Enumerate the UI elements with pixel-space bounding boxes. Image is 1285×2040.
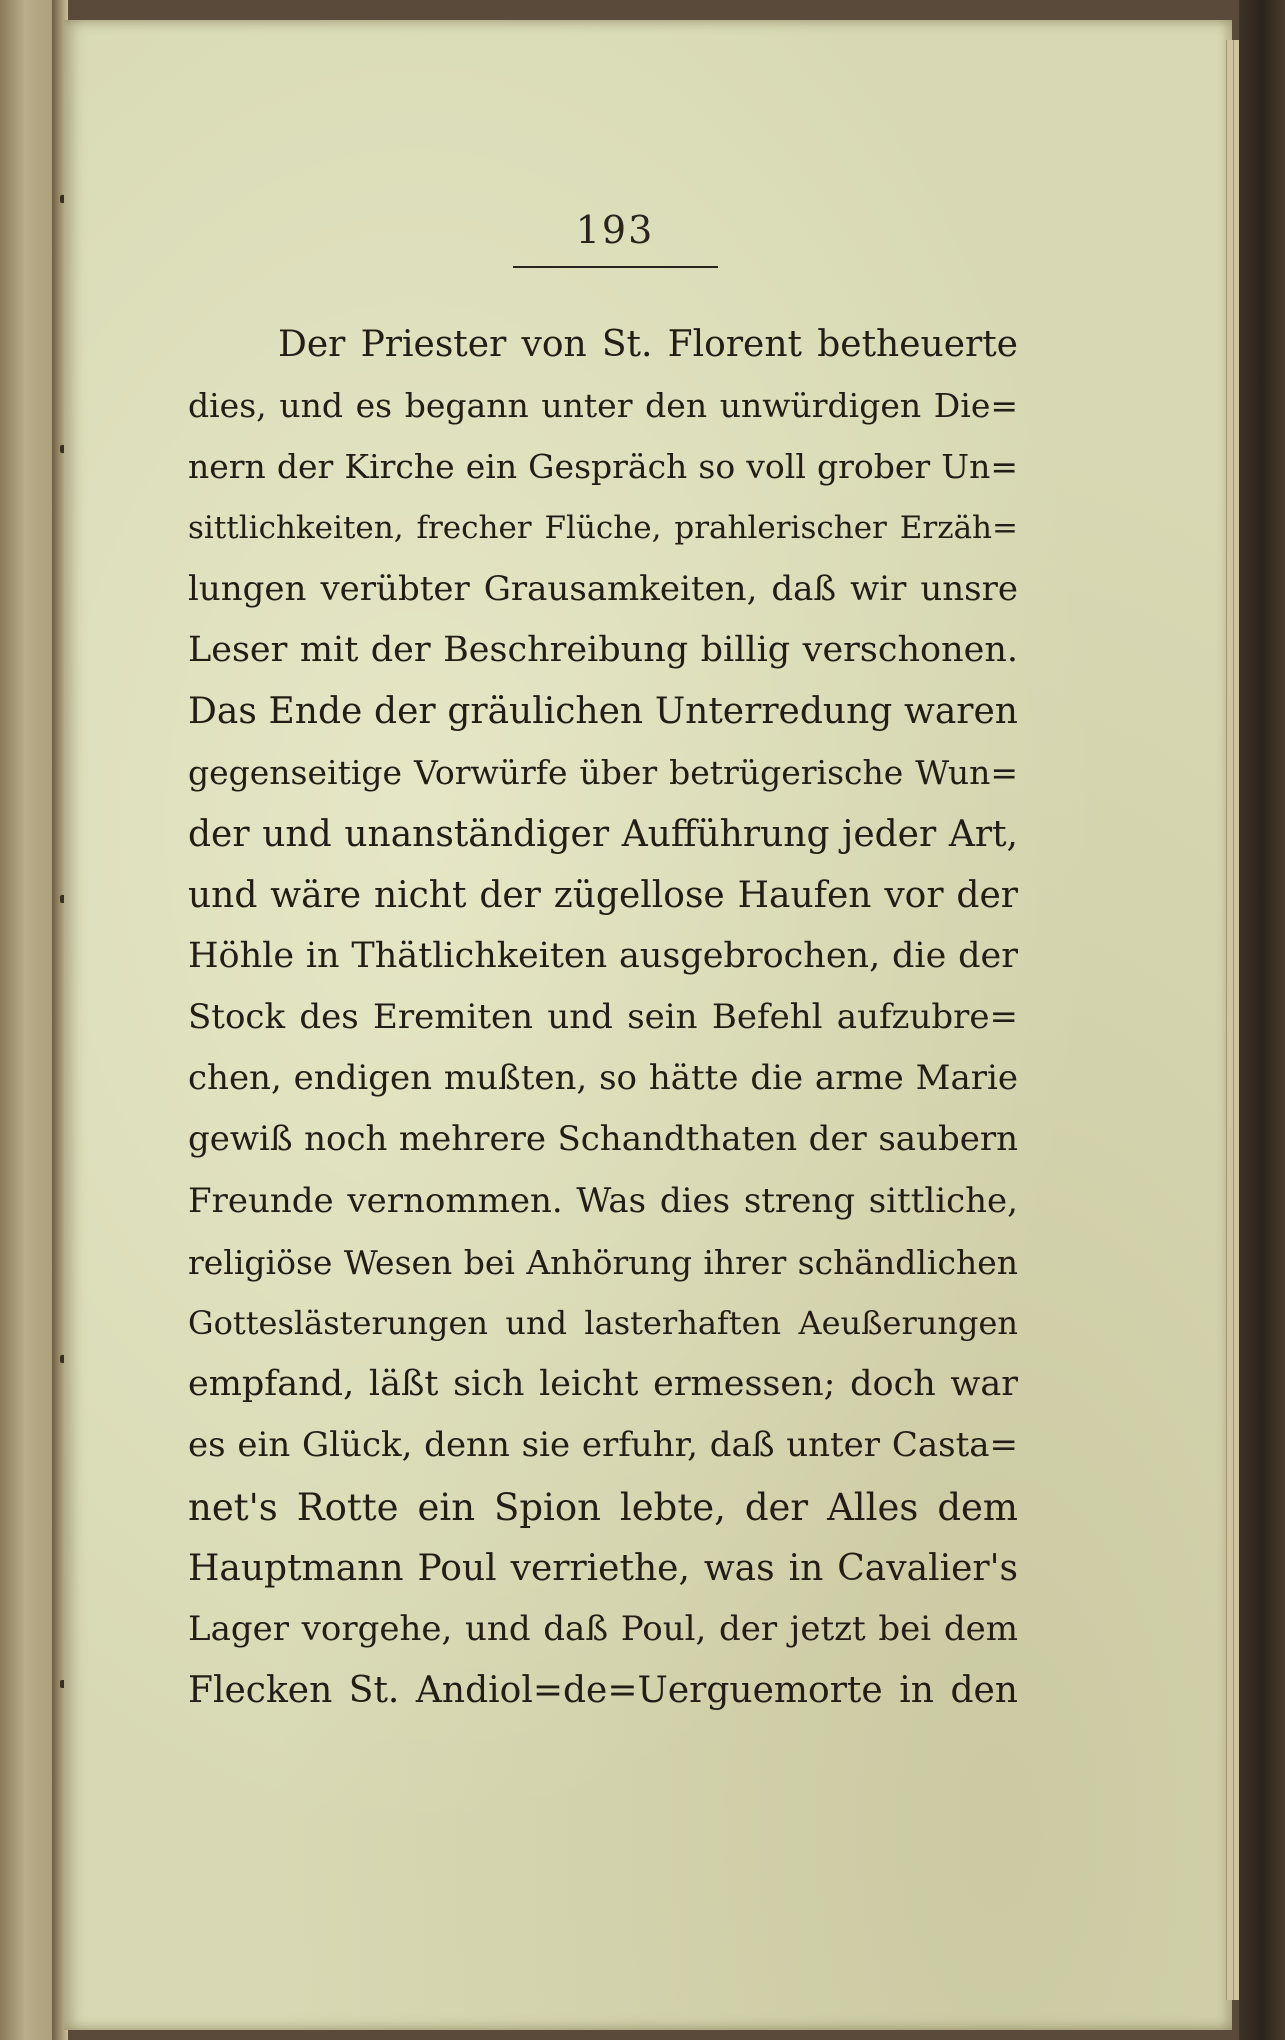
page-header — [500, 208, 730, 268]
page-number: 193 — [575, 208, 655, 252]
text-line: Hauptmann Poul verriethe, was in Cavalier's — [188, 1547, 1018, 1589]
text-line: gewiß noch mehrere Schandthaten der saubern — [188, 1119, 1018, 1160]
text-line: religiöse Wesen bei Anhörung ihrer schändlichen — [188, 1242, 1018, 1282]
text-line: es ein Glück, denn sie erfuhr, daß unter Casta= — [188, 1425, 1018, 1466]
text-line: nern der Kirche ein Gespräch so voll grober Un= — [188, 447, 1018, 487]
text-line: empfand, läßt sich leicht ermessen; doch war — [188, 1364, 1018, 1405]
text-line: Flecken St. Andiol=de=Uerguemorte in den — [188, 1670, 1018, 1712]
text-line: Der Priester von St. Florent betheuerte — [278, 324, 1018, 365]
text-line: Höhle in Thätlichkeiten ausgebrochen, die der — [188, 935, 1018, 976]
text-line: Freunde vernommen. Was dies streng sittliche, — [188, 1180, 1018, 1221]
text-line: Lager vorgehe, und daß Poul, der jetzt bei dem — [188, 1608, 1018, 1649]
text-line: dies, und es begann unter den unwürdigen Die= — [188, 386, 1018, 426]
text-line: net's Rotte ein Spion lebte, der Alles dem — [188, 1485, 1018, 1529]
header-rule — [513, 266, 718, 268]
text-line: und wäre nicht der zügellose Haufen vor der — [188, 874, 1018, 916]
text-line: der und unanständiger Aufführung jeder Art, — [188, 813, 1018, 855]
text-line: lungen verübter Grausamkeiten, daß wir unsre — [188, 568, 1018, 609]
text-line: Leser mit der Beschreibung billig verschonen. — [188, 629, 1018, 670]
text-line: Gotteslästerungen und lasterhaften Aeußerungen — [188, 1304, 1018, 1342]
text-line: chen, endigen mußten, so hätte die arme Marie — [188, 1058, 1018, 1099]
book-cover — [1239, 0, 1285, 2040]
page-edges — [1226, 40, 1233, 2000]
text-line: sittlichkeiten, frecher Flüche, prahlerischer Erzäh= — [188, 509, 1018, 546]
text-line: Stock des Eremiten und sein Befehl aufzubre= — [188, 997, 1018, 1038]
page-body-text — [188, 314, 1018, 1721]
text-line: gegenseitige Vorwürfe über betrügerische Wun= — [188, 753, 1018, 793]
text-line: Das Ende der gräulichen Unterredung waren — [188, 691, 1018, 733]
